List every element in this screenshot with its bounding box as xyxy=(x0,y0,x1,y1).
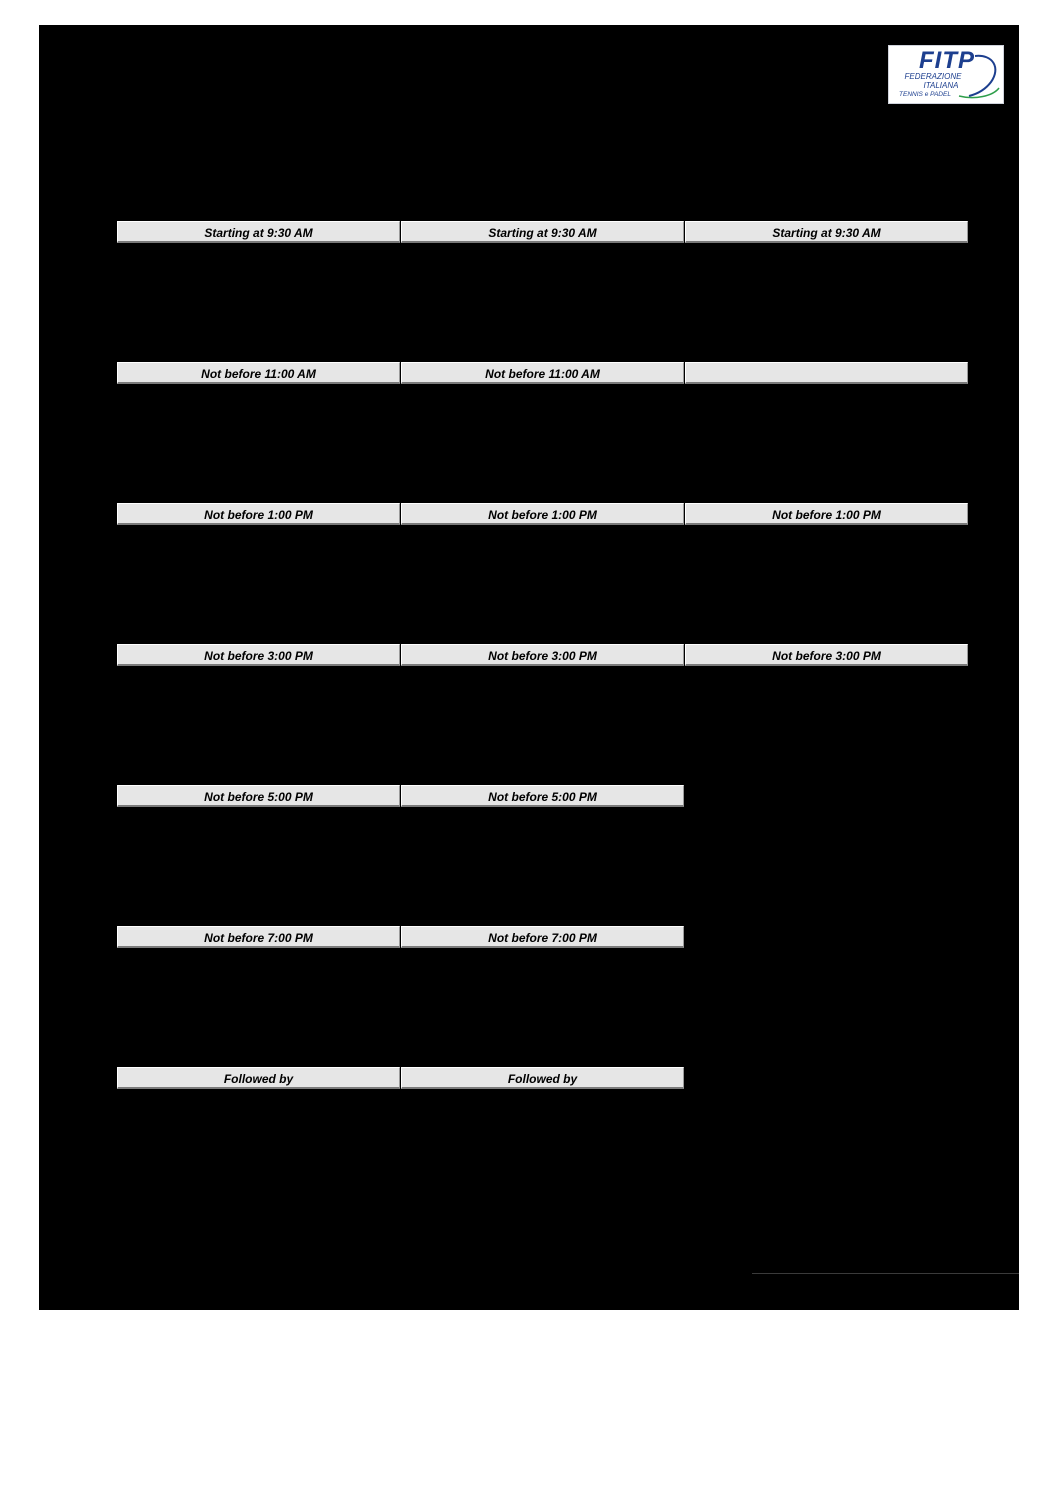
logo-line-3: TENNIS e PADEL xyxy=(899,91,951,98)
time-slot-header: Not before 5:00 PM xyxy=(401,785,684,807)
time-slot-row-2 xyxy=(117,362,970,384)
time-slot-header: Not before 5:00 PM xyxy=(117,785,400,807)
time-slot-header: Not before 7:00 PM xyxy=(401,926,684,948)
time-slot-row-7 xyxy=(117,1067,970,1089)
time-slot-header: Not before 7:00 PM xyxy=(117,926,400,948)
time-slot-header: Starting at 9:30 AM xyxy=(117,221,400,243)
time-slot-row-5 xyxy=(117,785,970,807)
time-slot-header-empty xyxy=(685,362,968,384)
time-slot-header: Not before 11:00 AM xyxy=(117,362,400,384)
time-slot-header: Not before 3:00 PM xyxy=(401,644,684,666)
time-slot-header: Followed by xyxy=(401,1067,684,1089)
time-slot-header: Not before 1:00 PM xyxy=(117,503,400,525)
time-slot-header: Not before 1:00 PM xyxy=(685,503,968,525)
footer-divider xyxy=(752,1273,1019,1274)
time-slot-header: Not before 3:00 PM xyxy=(685,644,968,666)
time-slot-header: Starting at 9:30 AM xyxy=(685,221,968,243)
time-slot-row-6 xyxy=(117,926,970,948)
logo-line-2: ITALIANA xyxy=(923,81,959,90)
order-of-play-sheet xyxy=(39,25,1019,1310)
time-slot-header: Not before 3:00 PM xyxy=(117,644,400,666)
time-slot-header: Not before 1:00 PM xyxy=(401,503,684,525)
time-slot-header: Starting at 9:30 AM xyxy=(401,221,684,243)
time-slot-header: Not before 11:00 AM xyxy=(401,362,684,384)
fitp-logo xyxy=(888,45,1004,104)
logo-title: FITP xyxy=(919,47,975,74)
time-slot-row-4 xyxy=(117,644,970,666)
time-slot-row-3 xyxy=(117,503,970,525)
time-slot-row-1 xyxy=(117,221,970,243)
time-slot-header: Followed by xyxy=(117,1067,400,1089)
logo-line-1: FEDERAZIONE xyxy=(904,72,962,81)
